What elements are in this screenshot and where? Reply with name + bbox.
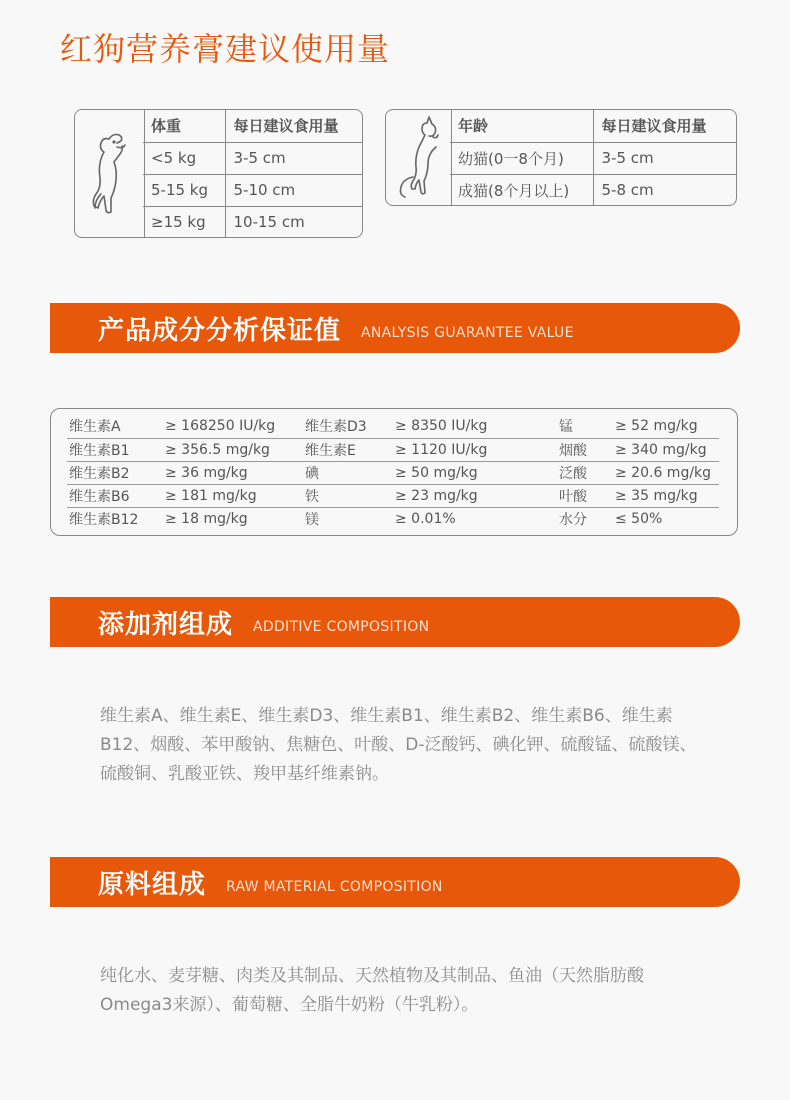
banner-subtitle: ANALYSIS GUARANTEE VALUE (361, 325, 574, 341)
section-banner-additive (50, 597, 740, 647)
additive-text: 维生素A、维生素E、维生素D3、维生素B1、维生素B2、维生素B6、维生素B12、烟酸、苯甲酸钠、焦糖色、叶酸、D-泛酸钙、碘化钾、硫酸锰、硫酸镁、硫酸铜、乳酸亚铁、羧甲基纤维素钠。 (100, 706, 697, 784)
nutrient-value-cell: ≥ 36 mg/kg (163, 461, 303, 484)
header-daily-amount: 每日建议食用量 (225, 110, 362, 142)
banner-title: 产品成分分析保证值 (98, 315, 342, 346)
nutrient-name-cell: 镁 (305, 511, 319, 528)
table-row (143, 206, 362, 238)
nutrient-value-cell: ≥ 8350 IU/kg (393, 415, 557, 438)
banner-title: 原料组成 (98, 869, 207, 900)
banner-subtitle: RAW MATERIAL COMPOSITION (226, 879, 443, 895)
nutrient-name-cell: 维生素B6 (67, 484, 163, 507)
nutrient-value-cell: ≥ 181 mg/kg (163, 484, 303, 507)
amount-cell: 5-8 cm (593, 174, 736, 206)
nutrient-value-cell: ≥ 168250 IU/kg (163, 415, 303, 438)
nutrient-value-cell: ≥ 20.6 mg/kg (613, 461, 719, 484)
nutrient-name-cell: 泛酸 (557, 461, 613, 484)
cat-dosage-table (385, 109, 737, 206)
cat-icon (386, 110, 452, 205)
dog-icon (75, 110, 145, 237)
header-age: 年龄 (450, 110, 593, 142)
banner-title: 添加剂组成 (98, 609, 234, 640)
analysis-table (50, 408, 738, 536)
table-header-row (450, 110, 736, 142)
table-row (67, 507, 719, 530)
nutrient-value-cell: ≥ 35 mg/kg (613, 484, 719, 507)
table-row (67, 484, 719, 507)
weight-cell: ≥15 kg (151, 213, 206, 232)
table-row (143, 142, 362, 174)
header-daily-amount: 每日建议食用量 (593, 110, 736, 142)
table-row (143, 174, 362, 206)
amount-cell: 5-10 cm (225, 174, 362, 206)
page-title: 红狗营养膏建议使用量 (60, 30, 391, 68)
nutrient-name-cell: 锰 (557, 415, 613, 438)
amount-cell: 10-15 cm (225, 206, 362, 238)
section-banner-raw-material (50, 857, 740, 907)
nutrient-name-cell: 维生素B12 (69, 511, 139, 528)
cat-dosage-grid (450, 110, 736, 206)
weight-cell: 5-15 kg (143, 174, 225, 206)
weight-cell: <5 kg (143, 142, 225, 174)
dog-dosage-table (74, 109, 363, 238)
nutrient-value-cell: ≥ 0.01% (395, 510, 456, 527)
age-cell: 幼猫(0一8个月) (450, 142, 593, 174)
nutrient-name-cell: 维生素E (303, 438, 393, 461)
nutrient-name-cell: 维生素B1 (67, 438, 163, 461)
nutrient-name-cell: 碘 (303, 461, 393, 484)
nutrient-name-cell: 维生素D3 (303, 415, 393, 438)
section-banner-analysis (50, 303, 740, 353)
nutrient-value-cell: ≥ 356.5 mg/kg (163, 438, 303, 461)
header-weight: 体重 (143, 110, 225, 142)
nutrient-name-cell: 维生素B2 (67, 461, 163, 484)
age-cell: 成猫(8个月以上) (458, 181, 570, 200)
banner-subtitle: ADDITIVE COMPOSITION (253, 619, 430, 635)
nutrient-name-cell: 维生素A (67, 415, 163, 438)
nutrient-name-cell: 水分 (559, 511, 587, 528)
nutrient-value-cell: ≥ 1120 IU/kg (393, 438, 557, 461)
raw-material-text: 纯化水、麦芽糖、肉类及其制品、天然植物及其制品、鱼油（天然脂肪酸Omega3来源）、葡萄糖、全脂牛奶粉（牛乳粉）。 (100, 966, 644, 1015)
analysis-grid (67, 415, 719, 530)
table-row (67, 415, 719, 438)
table-header-row (143, 110, 362, 142)
table-row (450, 174, 736, 206)
nutrient-value-cell: ≥ 50 mg/kg (393, 461, 557, 484)
nutrient-name-cell: 铁 (303, 484, 393, 507)
amount-cell: 3-5 cm (225, 142, 362, 174)
nutrient-name-cell: 叶酸 (557, 484, 613, 507)
amount-cell: 3-5 cm (593, 142, 736, 174)
nutrient-value-cell: ≥ 340 mg/kg (613, 438, 719, 461)
nutrient-value-cell: ≥ 18 mg/kg (165, 510, 248, 527)
nutrient-value-cell: ≥ 52 mg/kg (613, 415, 719, 438)
table-row (67, 438, 719, 461)
nutrient-name-cell: 烟酸 (557, 438, 613, 461)
table-row (450, 142, 736, 174)
nutrient-value-cell: ≥ 23 mg/kg (393, 484, 557, 507)
table-row (67, 461, 719, 484)
nutrient-value-cell: ≤ 50% (615, 510, 663, 527)
dog-dosage-grid (143, 110, 362, 238)
